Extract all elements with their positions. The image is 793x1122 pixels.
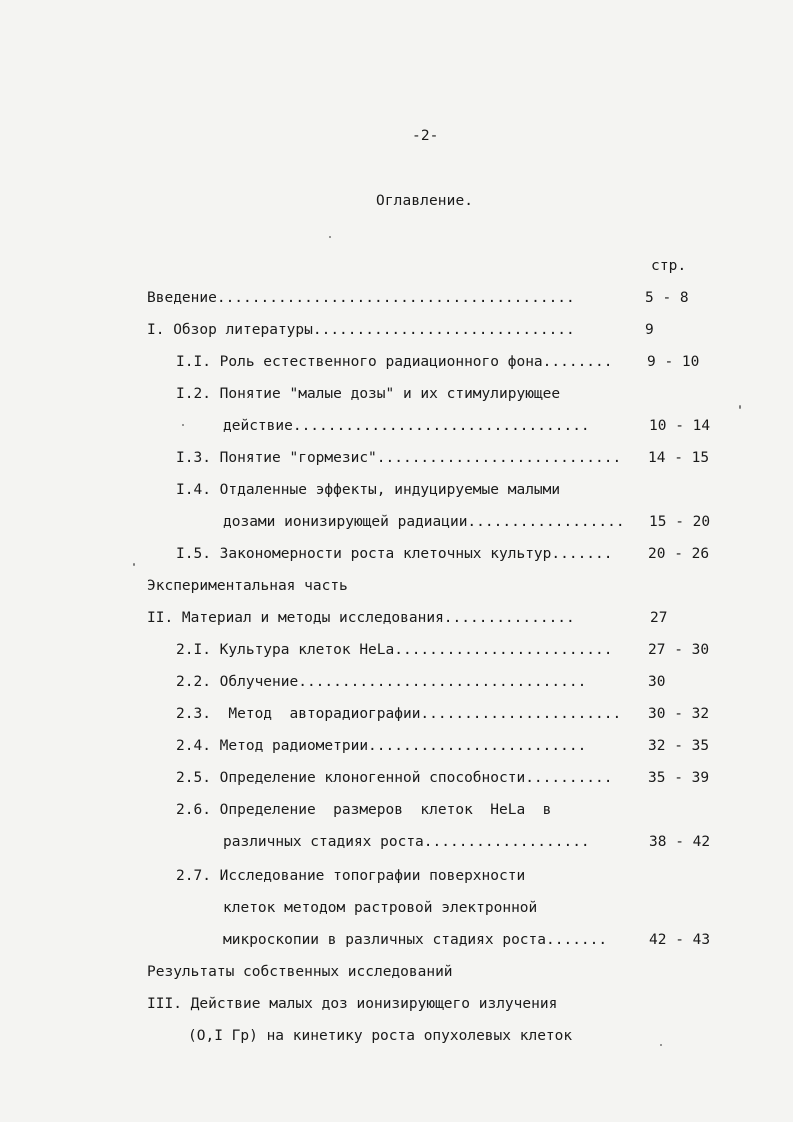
- toc-entry-pages: 10 - 14: [649, 418, 711, 434]
- toc-entry-text: 2.I. Культура клеток HeLa.........................: [176, 642, 613, 658]
- toc-entry-pages: 27: [650, 610, 668, 626]
- page-title: Оглавление.: [376, 193, 474, 209]
- toc-entry-text: 2.2. Облучение.................................: [176, 674, 587, 690]
- scan-speck: [133, 563, 135, 566]
- scan-speck: [182, 424, 184, 426]
- toc-entry-text: I.4. Отдаленные эффекты, индуцируемые малыми: [176, 482, 561, 498]
- toc-entry-text: II. Материал и методы исследования...............: [147, 610, 575, 626]
- toc-entry-pages: 9: [645, 322, 654, 338]
- pages-column-header: стр.: [651, 258, 687, 274]
- toc-entry-text: микроскопии в различных стадиях роста.......: [223, 932, 608, 948]
- page-number: -2-: [412, 128, 439, 144]
- toc-entry-text: I.3. Понятие "гормезис"............................: [176, 450, 622, 466]
- toc-entry-pages: 5 - 8: [645, 290, 689, 306]
- toc-entry-pages: 32 - 35: [648, 738, 710, 754]
- toc-entry-text: различных стадиях роста...................: [223, 834, 590, 850]
- toc-entry-pages: 9 - 10: [647, 354, 700, 370]
- toc-entry-pages: 42 - 43: [649, 932, 711, 948]
- toc-entry-text: Введение.........................................: [147, 290, 575, 306]
- toc-entry-text: 2.5. Определение клоногенной способности..........: [176, 770, 613, 786]
- toc-entry-pages: 30 - 32: [648, 706, 710, 722]
- toc-entry-pages: 15 - 20: [649, 514, 711, 530]
- toc-entry-text: 2.3. Метод авторадиографии.......................: [176, 706, 622, 722]
- toc-entry-text: I.5. Закономерности роста клеточных культур.......: [176, 546, 613, 562]
- toc-entry-text: I.I. Роль естественного радиационного фона........: [176, 354, 613, 370]
- toc-entry-pages: 38 - 42: [649, 834, 711, 850]
- toc-entry-text: дозами ионизирующей радиации..................: [223, 514, 625, 530]
- toc-entry-text: I. Обзор литературы..............................: [147, 322, 575, 338]
- toc-entry-pages: 27 - 30: [648, 642, 710, 658]
- toc-entry-text: I.2. Понятие "малые дозы" и их стимулирующее: [176, 386, 561, 402]
- toc-entry-text: Экспериментальная часть: [147, 578, 348, 594]
- toc-entry-text: клеток методом растровой электронной: [223, 900, 538, 916]
- scan-speck: [739, 405, 741, 409]
- toc-entry-pages: 14 - 15: [648, 450, 710, 466]
- toc-entry-text: Результаты собственных исследований: [147, 964, 453, 980]
- toc-entry-text: действие..................................: [223, 418, 590, 434]
- toc-entry-pages: 20 - 26: [648, 546, 710, 562]
- scan-speck: [329, 236, 331, 238]
- toc-entry-text: 2.4. Метод радиометрии.........................: [176, 738, 587, 754]
- toc-entry-pages: 30: [648, 674, 666, 690]
- toc-entry-pages: 35 - 39: [648, 770, 710, 786]
- toc-entry-text: 2.6. Определение размеров клеток HeLa в: [176, 802, 552, 818]
- scan-speck: [660, 1044, 662, 1046]
- toc-entry-text: 2.7. Исследование топографии поверхности: [176, 868, 526, 884]
- toc-entry-text: III. Действие малых доз ионизирующего излучения: [147, 996, 558, 1012]
- toc-entry-text: (О,I Гр) на кинетику роста опухолевых клеток: [188, 1028, 573, 1044]
